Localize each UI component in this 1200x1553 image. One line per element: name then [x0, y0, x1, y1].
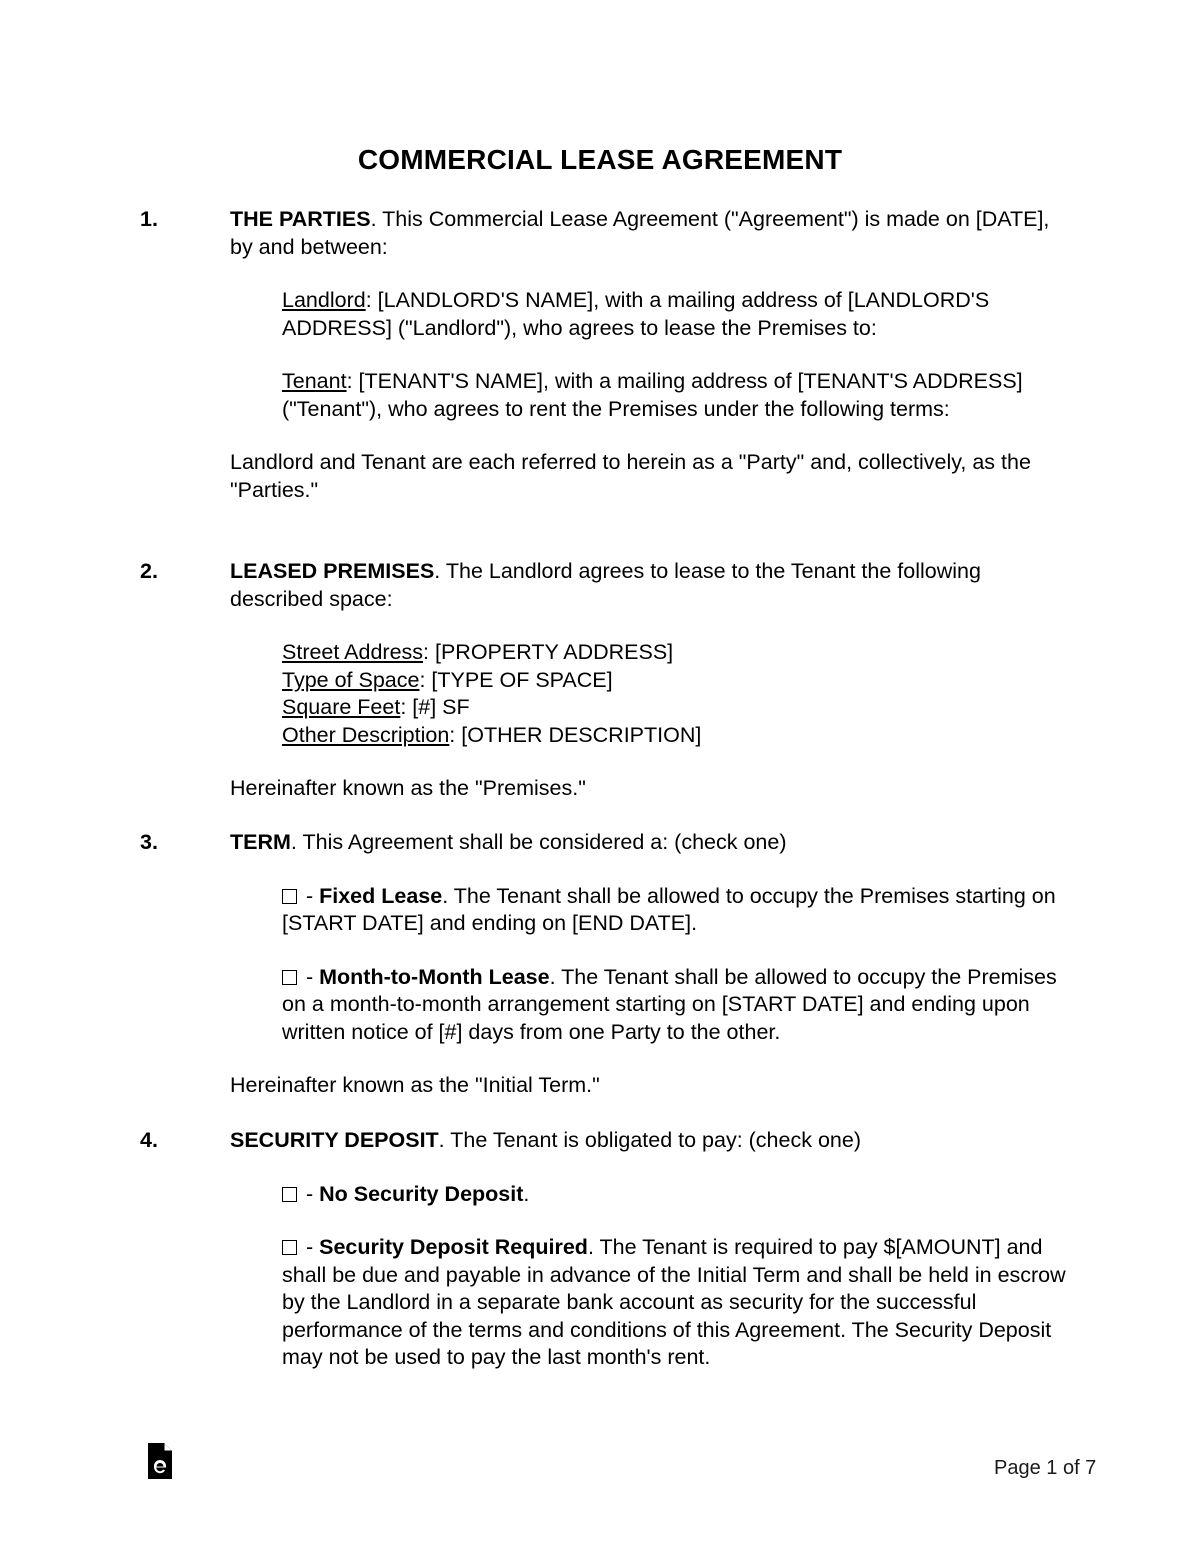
premises-field-square-feet — [282, 694, 1070, 722]
eforms-logo-icon — [146, 1441, 174, 1481]
premises-field-street-address — [282, 639, 1070, 667]
term-closing: Hereinafter known as the "Initial Term." — [230, 1073, 600, 1097]
section-intro-text: . This Commercial Lease Agreement ("Agreement") is made on [DATE], by and between: — [230, 207, 1050, 259]
section-body — [230, 558, 1070, 803]
section-number: 2. — [140, 559, 158, 583]
option-dash: - — [300, 1235, 320, 1259]
option-label: No Security Deposit — [319, 1181, 524, 1206]
tenant-paragraph — [282, 368, 1070, 423]
no-deposit-checkbox[interactable] — [282, 1187, 297, 1202]
option-dash: - — [300, 1181, 320, 1206]
landlord-paragraph — [282, 287, 1070, 342]
premises-closing: Hereinafter known as the "Premises." — [230, 776, 586, 800]
option-dash: - — [300, 964, 320, 989]
fixed-lease-checkbox[interactable] — [282, 889, 297, 904]
section-heading: THE PARTIES — [230, 207, 371, 231]
deposit-required-checkbox[interactable] — [282, 1240, 297, 1255]
option-label: Fixed Lease — [319, 883, 443, 908]
premises-field-other-description — [282, 722, 1070, 750]
term-intro — [230, 829, 1070, 857]
page-number: Page 1 of 7 — [994, 1457, 1097, 1479]
option-text: . The Tenant is required to pay $[AMOUNT] and shall be due and payable in advance of the Initial Term and shall be held in escrow by the Landlord in a separate bank account as security for the successful performance of the terms and conditions of this Agreement. The Security Deposit may not be used to pay the last month's rent. — [282, 1235, 1066, 1369]
section-heading: TERM — [230, 830, 291, 854]
premises-intro — [230, 558, 1070, 613]
section-intro-text: . The Tenant is obligated to pay: (check one) — [438, 1128, 861, 1152]
landlord-label: Landlord — [282, 288, 366, 312]
premises-field-type-of-space — [282, 667, 1070, 695]
option-text: . The Tenant shall be allowed to occupy the Premises starting on [START DATE] and ending on [END DATE]. — [282, 883, 1056, 935]
section-body — [230, 206, 1070, 504]
section-heading: LEASED PREMISES — [230, 559, 435, 583]
parties-closing: Landlord and Tenant are each referred to herein as a "Party" and, collectively, as the "Parties." — [230, 450, 1031, 502]
landlord-text: : [LANDLORD'S NAME], with a mailing address of [LANDLORD'S ADDRESS] ("Landlord"), who agrees to lease the Premises to: — [282, 288, 990, 340]
section-number: 4. — [140, 1128, 158, 1152]
section-body — [230, 829, 1070, 1100]
section-body — [230, 1127, 1070, 1372]
section-number: 1. — [140, 207, 158, 231]
field-value: : [#] SF — [400, 695, 470, 719]
term-option-month-to-month — [282, 964, 1070, 1047]
parties-intro — [230, 206, 1070, 261]
section-number: 3. — [140, 830, 158, 854]
section-intro-text: . This Agreement shall be considered a: (check one) — [290, 830, 787, 854]
field-label: Street Address — [282, 640, 424, 664]
field-value: : [OTHER DESCRIPTION] — [449, 722, 702, 747]
premises-fields — [282, 639, 1070, 749]
document-title: COMMERCIAL LEASE AGREEMENT — [357, 144, 843, 175]
deposit-option-required — [282, 1234, 1070, 1372]
tenant-text: : [TENANT'S NAME], with a mailing address of [TENANT'S ADDRESS] ("Tenant"), who agrees to rent the Premises under the following terms: — [282, 369, 1023, 421]
field-value: : [TYPE OF SPACE] — [419, 667, 613, 692]
field-label: Other Description — [282, 722, 450, 747]
option-label: Security Deposit Required — [319, 1235, 588, 1259]
option-dash: - — [300, 883, 320, 908]
section-heading: SECURITY DEPOSIT — [230, 1128, 439, 1152]
month-to-month-checkbox[interactable] — [282, 970, 297, 985]
option-text: . The Tenant shall be allowed to occupy the Premises on a month-to-month arrangement starting on [START DATE] and ending upon written notice of [#] days from one Party to the other. — [282, 964, 1057, 1044]
field-value: : [PROPERTY ADDRESS] — [423, 640, 674, 664]
option-label: Month-to-Month Lease — [319, 964, 550, 989]
deposit-intro — [230, 1127, 1070, 1155]
option-text: . — [523, 1181, 530, 1206]
field-label: Type of Space — [282, 667, 420, 692]
term-option-fixed-lease — [282, 883, 1070, 938]
deposit-option-none — [282, 1181, 1070, 1209]
section-intro-text: . The Landlord agrees to lease to the Tenant the following described space: — [230, 559, 981, 611]
tenant-label: Tenant — [282, 369, 347, 393]
field-label: Square Feet — [282, 695, 401, 719]
